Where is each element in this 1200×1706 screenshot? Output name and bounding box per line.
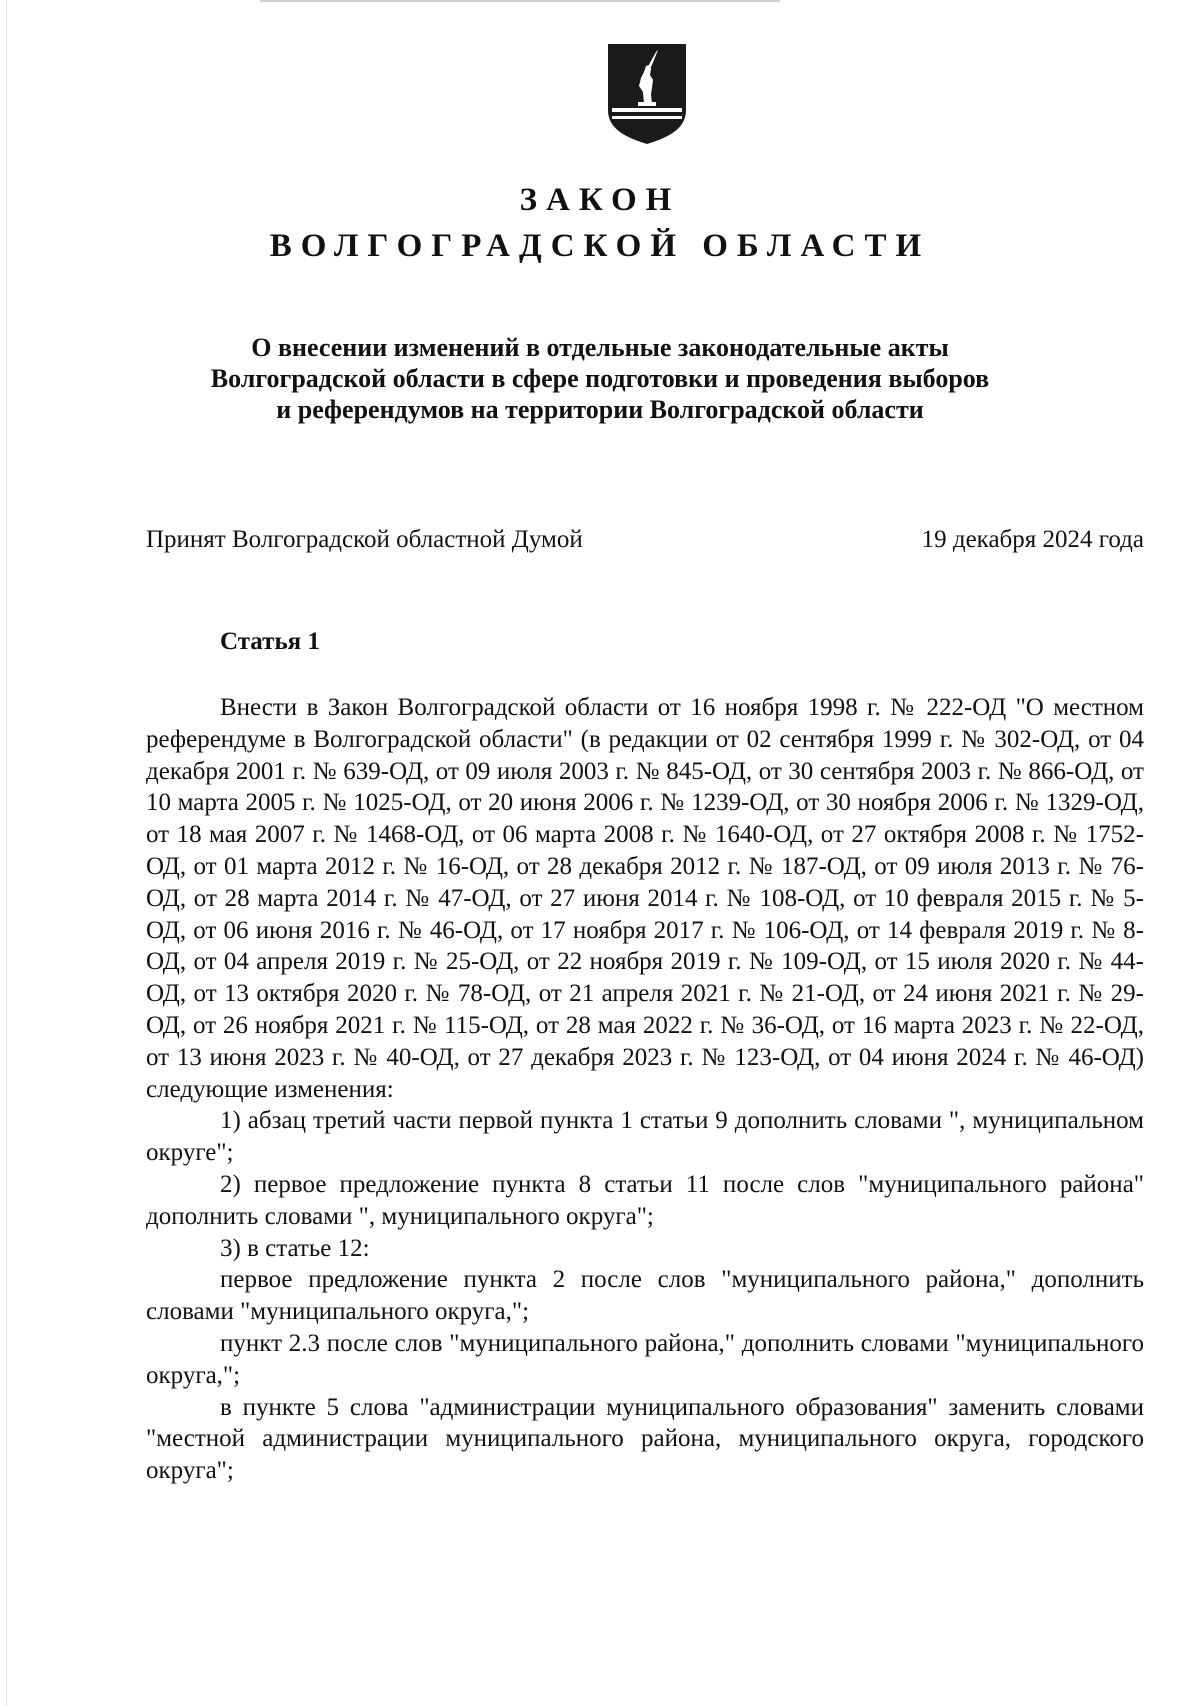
- article-paragraph: в пункте 5 слова "администрации муниципального образования" заменить словами "местной администрации муниципального района, муниципального округа, городского округа";: [146, 1393, 1144, 1485]
- adoption-date: 19 декабря 2024 года: [921, 526, 1144, 553]
- article-heading: Статья 1: [220, 628, 320, 655]
- law-subject-line: Волгоградской области в сфере подготовки и проведения выборов: [210, 364, 990, 393]
- document-title-region: ВОЛГОГРАДСКОЙ ОБЛАСТИ: [269, 228, 931, 264]
- adopted-by: Принят Волгоградской областной Думой: [146, 526, 583, 553]
- document-title: ЗАКОН: [519, 182, 681, 218]
- article-paragraph: 3) в статье 12:: [220, 1234, 370, 1262]
- adoption-line: [146, 526, 1144, 554]
- article-paragraph: 2) первое предложение пункта 8 статьи 11 после слов "муниципального района" дополнить словами ", муниципального округа";: [146, 1170, 1144, 1230]
- article-paragraph: Внести в Закон Волгоградской области от 16 ноября 1998 г. № 222-ОД "О местном референдуме в Волгоградской области" (в редакции от 02 сентября 1999 г. № 302-ОД, от 04 декабря 2001 г. № 639-ОД, от 09 июля 2003 г. № 845-ОД, от 30 сентября 2003 г. № 866-ОД, от 10 марта 2005 г. № 1025-ОД, от 20 июня 2006 г. № 1239-ОД, от 30 ноября 2006 г. № 1329-ОД, от 18 мая 2007 г. № 1468-ОД, от 06 марта 2008 г. № 1640-ОД, от 27 октября 2008 г. № 1752-ОД, от 01 марта 2012 г. № 16-ОД, от 28 декабря 2012 г. № 187-ОД, от 09 июля 2013 г. № 76-ОД, от 28 марта 2014 г. № 47-ОД, от 27 июня 2014 г. № 108-ОД, от 10 февраля 2015 г. № 5-ОД, от 06 июня 2016 г. № 46-ОД, от 17 ноября 2017 г. № 106-ОД, от 14 февраля 2019 г. № 8-ОД, от 04 апреля 2019 г. № 25-ОД, от 22 ноября 2019 г. № 109-ОД, от 15 июля 2020 г. № 44-ОД, от 13 октября 2020 г. № 78-ОД, от 21 апреля 2021 г. № 21-ОД, от 24 июня 2021 г. № 29-ОД, от 26 ноября 2021 г. № 115-ОД, от 28 мая 2022 г. № 36-ОД, от 16 марта 2023 г. № 22-ОД, от 13 июня 2023 г. № 40-ОД, от 27 декабря 2023 г. № 123-ОД, от 04 июня 2024 г. № 46-ОД) следующие изменения:: [146, 694, 1144, 1103]
- coat-of-arms-icon: [606, 42, 688, 146]
- article-paragraph: пункт 2.3 после слов "муниципального района," дополнить словами "муниципального округа,";: [146, 1329, 1144, 1389]
- law-subject-line: О внесении изменений в отдельные законодательные акты: [251, 333, 949, 362]
- article-paragraph: первое предложение пункта 2 после слов "муниципального района," дополнить словами "муниципального округа,";: [146, 1266, 1144, 1326]
- article-body: [146, 692, 1144, 1487]
- law-subject-line: и референдумов на территории Волгоградской области: [276, 395, 924, 424]
- scan-top-line: [260, 0, 780, 2]
- article-paragraph: 1) абзац третий части первой пункта 1 статьи 9 дополнить словами ", муниципальном округе";: [146, 1107, 1144, 1167]
- law-subject-heading: [150, 332, 1050, 425]
